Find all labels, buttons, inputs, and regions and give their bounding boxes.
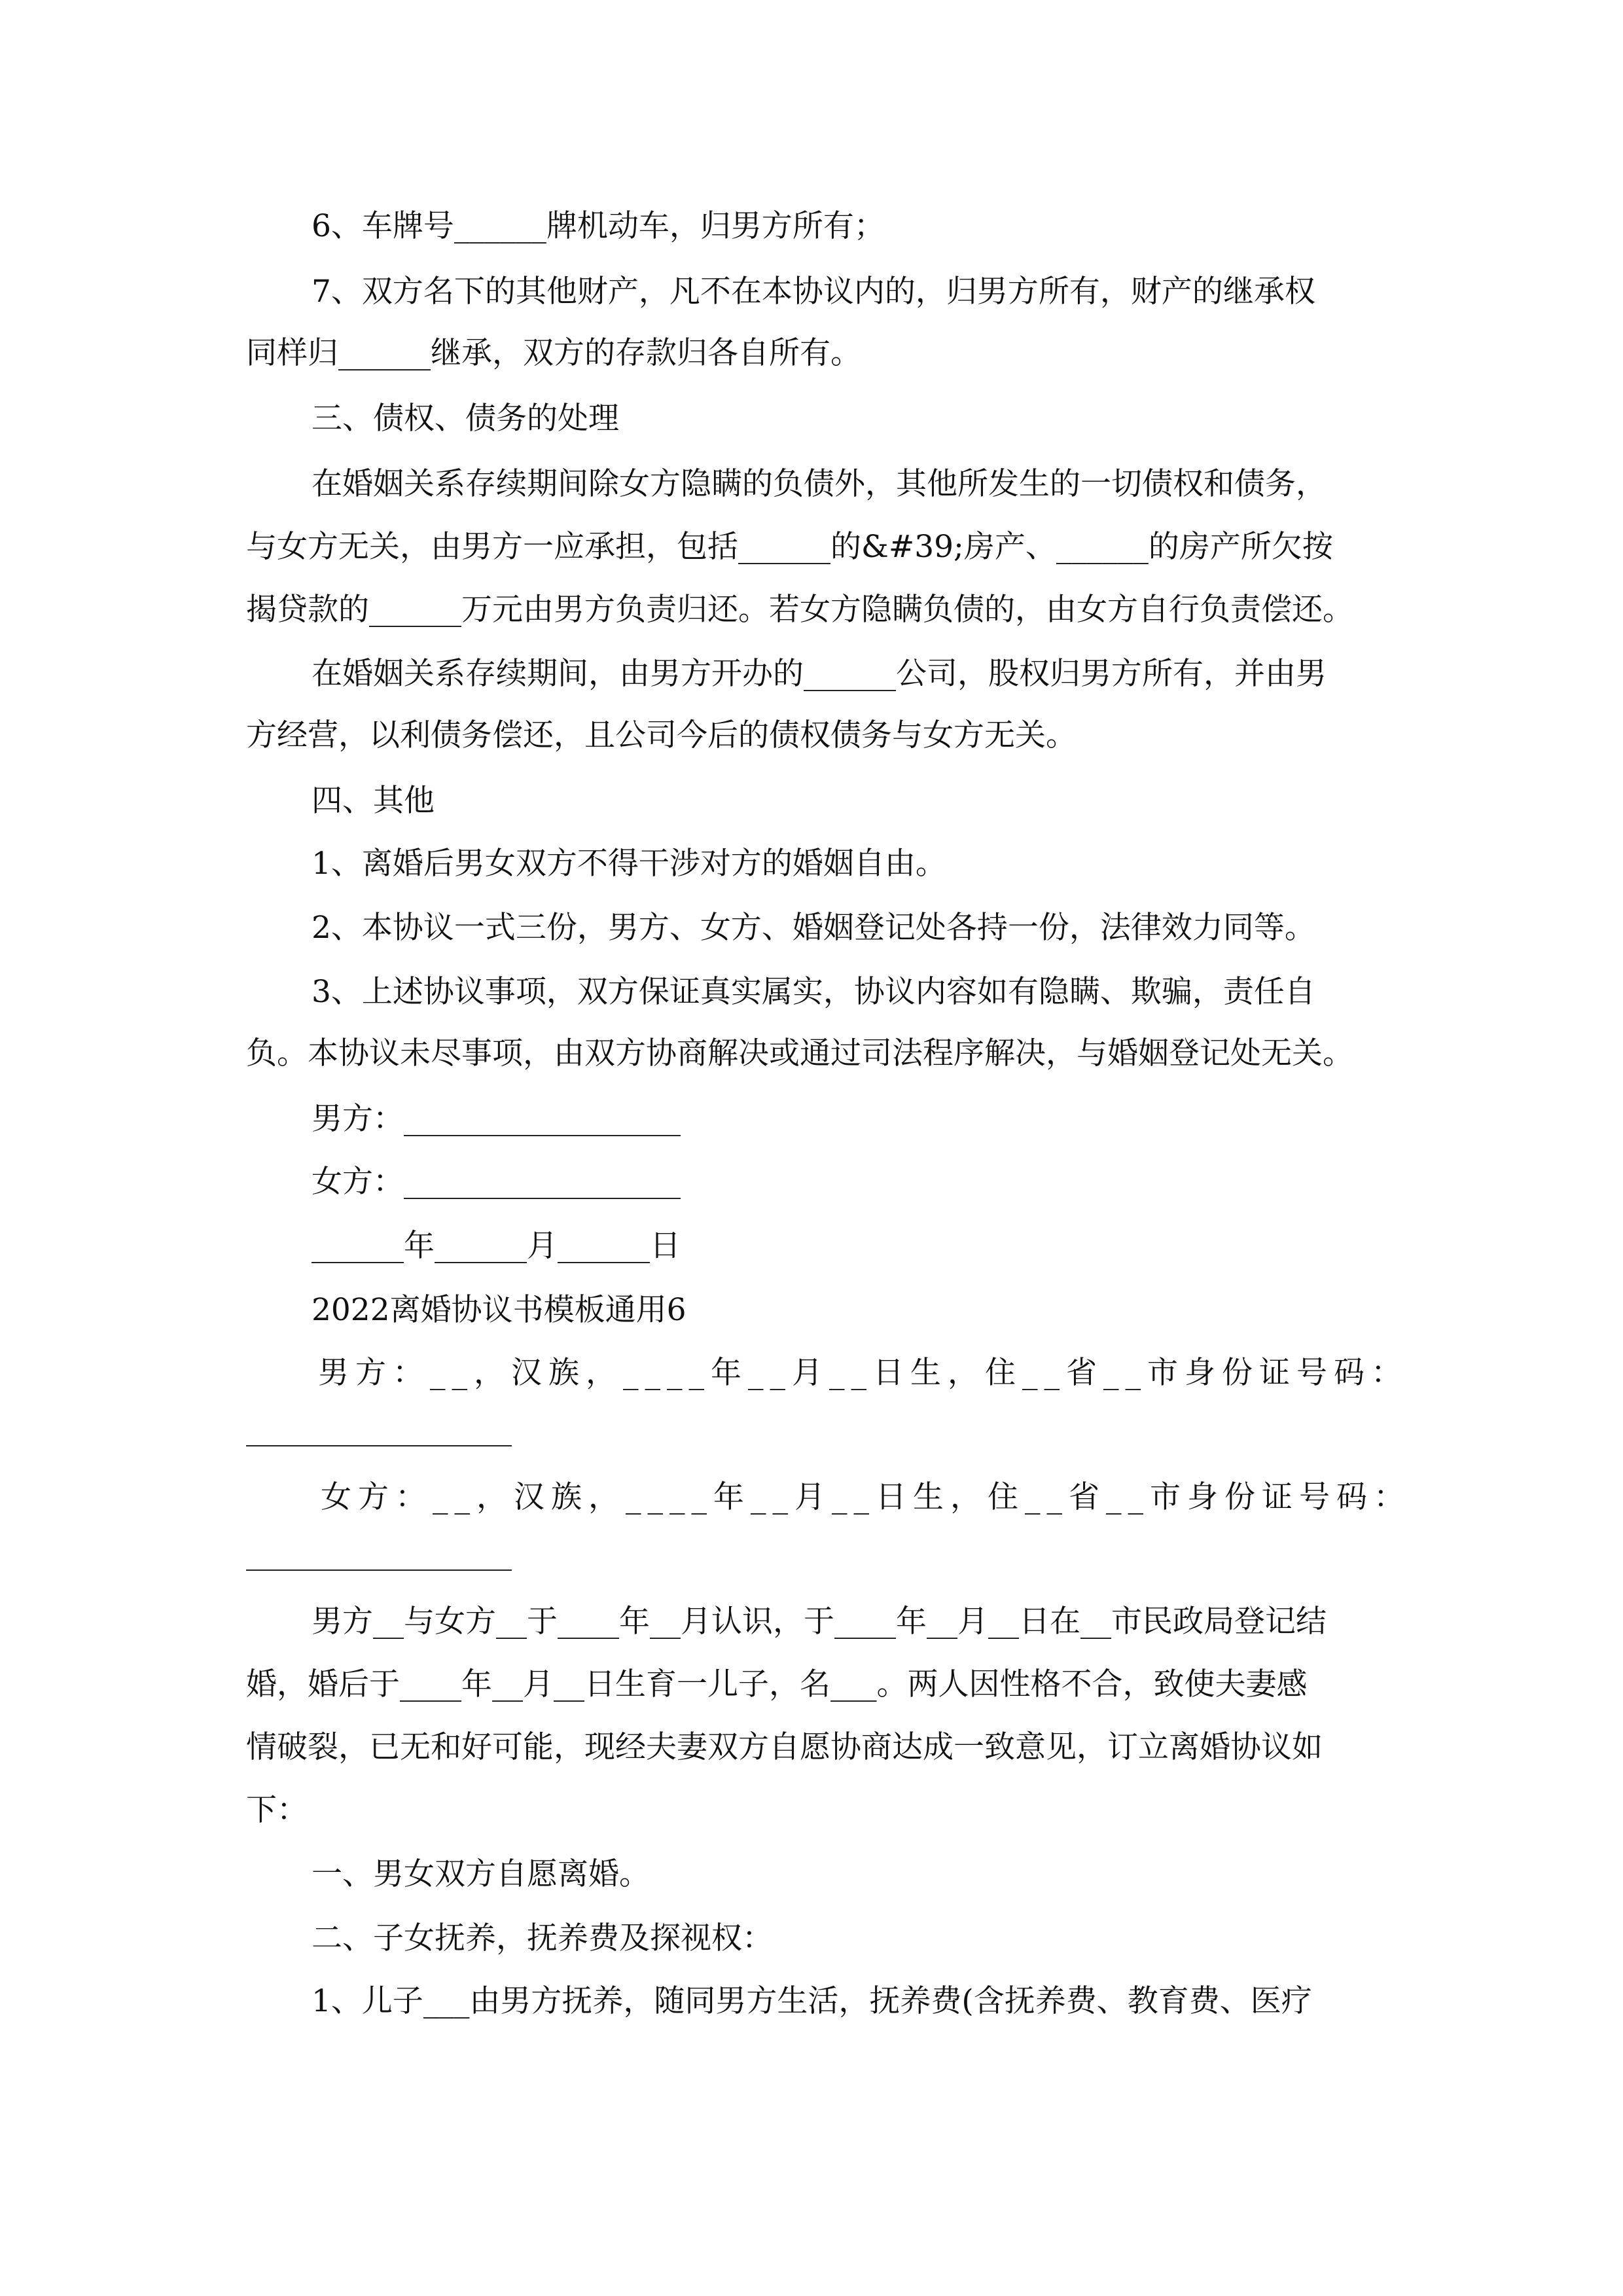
section-3-para-1-line-1: 在婚姻关系存续期间除女方隐瞒的负债外，其他所发生的一切债权和债务，: [312, 466, 1327, 502]
clause-6-vehicle: 6、车牌号______牌机动车，归男方所有；: [312, 208, 885, 244]
section-4-item-2: 2、本协议一式三份，男方、女方、婚姻登记处各持一份，法律效力同等。: [312, 910, 1315, 946]
preamble-line-2: 婚，婚后于____年__月__日生育一儿子，名___。两人因性格不合，致使夫妻感: [246, 1666, 1308, 1702]
male-id-underline: [246, 1445, 512, 1446]
section-3-para-1-line-2: 与女方无关，由男方一应承担，包括______的&#39;房产、______的房产所欠按: [246, 529, 1333, 565]
signature-female: 女方：__________________: [312, 1164, 681, 1200]
section-4-item-3-line-1: 3、上述协议事项，双方保证真实属实，协议内容如有隐瞒、欺骗，责任自: [312, 974, 1315, 1010]
section-4-heading: 四、其他: [312, 783, 435, 819]
preamble-line-4: 下：: [246, 1792, 308, 1828]
section-title: 2022离婚协议书模板通用6: [312, 1292, 687, 1328]
clause-7-line-2: 同样归______继承，双方的存款归各自所有。: [246, 335, 861, 371]
section-3-para-1-line-3: 揭贷款的______万元由男方负责归还。若女方隐瞒负债的，由女方自行负责偿还。: [246, 592, 1353, 628]
article-2-item-1: 1、儿子___由男方抚养，随同男方生活，抚养费(含抚养费、教育费、医疗: [312, 1983, 1312, 2019]
female-party-info: 女方：__，汉族，____年__月__日生，住__省__市身份证号码：: [321, 1479, 1411, 1515]
section-4-item-1: 1、离婚后男女双方不得干涉对方的婚姻自由。: [312, 846, 946, 882]
article-1: 一、男女双方自愿离婚。: [312, 1856, 650, 1892]
clause-7-line-1: 7、双方名下的其他财产，凡不在本协议内的，归男方所有，财产的继承权: [312, 274, 1315, 310]
signature-date: ______年______月______日: [312, 1228, 681, 1264]
preamble-line-3: 情破裂，已无和好可能，现经夫妻双方自愿协商达成一致意见，订立离婚协议如: [246, 1729, 1323, 1765]
preamble-line-1: 男方__与女方__于____年__月认识，于____年__月__日在__市民政局登记结: [312, 1604, 1327, 1640]
section-3-para-2-line-2: 方经营，以利债务偿还，且公司今后的债权债务与女方无关。: [246, 717, 1077, 753]
signature-male: 男方：__________________: [312, 1101, 681, 1137]
section-3-heading: 三、债权、债务的处理: [312, 401, 619, 437]
section-3-para-2-line-1: 在婚姻关系存续期间，由男方开办的______公司，股权归男方所有，并由男: [312, 656, 1327, 692]
article-2-heading: 二、子女抚养，抚养费及探视权：: [312, 1920, 773, 1956]
male-party-info: 男方：__，汉族，____年__月__日生，住__省__市身份证号码：: [318, 1355, 1408, 1391]
female-id-underline: [246, 1570, 512, 1571]
section-4-item-3-line-2: 负。本协议未尽事项，由双方协商解决或通过司法程序解决，与婚姻登记处无关。: [246, 1035, 1353, 1071]
